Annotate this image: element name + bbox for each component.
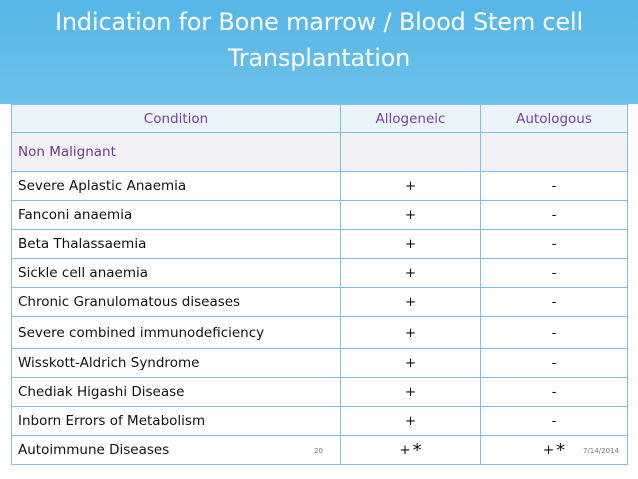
condition-cell: Sickle cell anaemia <box>12 259 341 288</box>
slide-title-line-1: Indication for Bone marrow / Blood Stem cell <box>55 8 583 36</box>
table-row <box>12 230 628 259</box>
autologous-cell: - <box>481 349 628 378</box>
condition-cell: Fanconi anaemia <box>12 201 341 230</box>
slide-title <box>14 4 624 76</box>
condition-cell: Beta Thalassaemia <box>12 230 341 259</box>
title-bar <box>0 0 638 104</box>
table-row <box>12 378 628 407</box>
autologous-cell: - <box>481 288 628 317</box>
indication-table <box>11 104 628 465</box>
allogeneic-cell: + <box>341 349 481 378</box>
autologous-cell: - <box>481 230 628 259</box>
allogeneic-cell: + <box>341 288 481 317</box>
condition-cell: Inborn Errors of Metabolism <box>12 407 341 436</box>
condition-cell: Severe combined immunodeficiency <box>12 317 341 349</box>
asterisk-mark: * <box>412 439 422 461</box>
table-header-row <box>12 105 628 133</box>
table-row <box>12 349 628 378</box>
table-row <box>12 317 628 349</box>
autologous-value: + <box>542 441 555 458</box>
table-row <box>12 259 628 288</box>
table-row <box>12 288 628 317</box>
autologous-cell: - <box>481 259 628 288</box>
allogeneic-cell: + <box>341 378 481 407</box>
section-label: Non Malignant <box>12 133 341 172</box>
allogeneic-cell: + <box>341 230 481 259</box>
allogeneic-cell <box>341 436 481 465</box>
table-row <box>12 201 628 230</box>
table-row <box>12 172 628 201</box>
allogeneic-value: + <box>399 441 411 458</box>
allogeneic-cell: + <box>341 172 481 201</box>
allogeneic-cell: + <box>341 259 481 288</box>
slide-title-line-2: Transplantation <box>227 44 411 72</box>
condition-cell: Chediak Higashi Disease <box>12 378 341 407</box>
asterisk-mark: * <box>556 439 566 461</box>
table-row <box>12 407 628 436</box>
allogeneic-cell: + <box>341 201 481 230</box>
header-autologous: Autologous <box>481 105 628 133</box>
autologous-cell: - <box>481 378 628 407</box>
condition-cell: Autoimmune Diseases <box>12 436 341 465</box>
section-row-non-malignant <box>12 133 628 172</box>
autologous-cell: - <box>481 172 628 201</box>
condition-cell: Severe Aplastic Anaemia <box>12 172 341 201</box>
slide-number: 20 <box>314 447 323 455</box>
autologous-cell: - <box>481 407 628 436</box>
header-allogeneic: Allogeneic <box>341 105 481 133</box>
condition-cell: Chronic Granulomatous diseases <box>12 288 341 317</box>
allogeneic-cell: + <box>341 407 481 436</box>
autologous-cell: - <box>481 317 628 349</box>
slide-date: 7/14/2014 <box>583 447 619 455</box>
allogeneic-cell: + <box>341 317 481 349</box>
section-empty-cell <box>341 133 481 172</box>
section-empty-cell <box>481 133 628 172</box>
condition-cell: Wisskott-Aldrich Syndrome <box>12 349 341 378</box>
autologous-cell: - <box>481 201 628 230</box>
header-condition: Condition <box>12 105 341 133</box>
